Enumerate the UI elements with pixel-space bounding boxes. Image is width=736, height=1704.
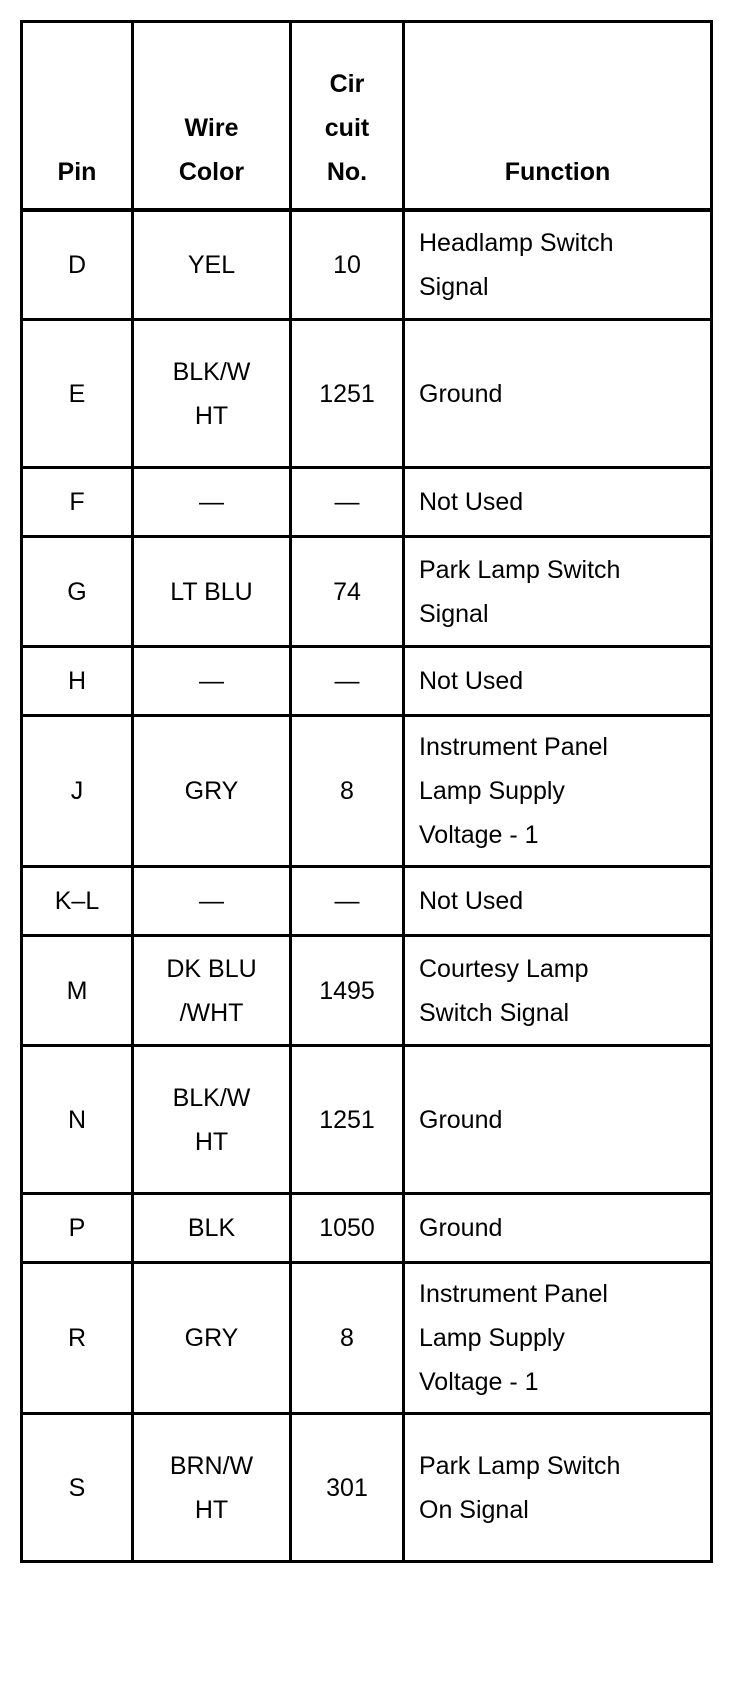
cell-function-line: Instrument Panel <box>419 733 608 761</box>
header-pin <box>22 22 133 210</box>
cell-pin: S <box>22 1414 133 1562</box>
connector-pinout-table-wrapper <box>20 20 713 1563</box>
cell-circuit-no: 10 <box>291 210 404 320</box>
cell-circuit-no: 301 <box>291 1414 404 1562</box>
cell-wire-color-line: — <box>199 667 224 695</box>
header-row <box>22 22 712 210</box>
cell-function <box>404 320 712 468</box>
cell-function-line: Ground <box>419 379 503 408</box>
cell-pin: E <box>22 320 133 468</box>
cell-wire-color-line: YEL <box>187 250 236 279</box>
table-row <box>22 1263 712 1414</box>
cell-function-line: On Signal <box>419 1495 529 1524</box>
cell-wire-color-line: — <box>199 887 224 915</box>
cell-wire-color <box>133 1194 291 1263</box>
cell-wire-color <box>133 320 291 468</box>
cell-pin: H <box>22 647 133 716</box>
header-pin-label: Pin <box>57 157 97 186</box>
cell-function-line: Signal <box>419 599 489 628</box>
header-circuit-no <box>291 22 404 210</box>
cell-function-line: Park Lamp Switch <box>419 1451 621 1480</box>
header-function-label: Function <box>504 157 611 186</box>
connector-pinout-table <box>20 20 713 1563</box>
cell-function-line: Ground <box>419 1105 503 1134</box>
cell-wire-color <box>133 936 291 1046</box>
cell-wire-color-line: BLK <box>187 1214 236 1242</box>
cell-function-line: Switch Signal <box>419 998 570 1027</box>
cell-wire-color-line: BRN/W <box>169 1451 254 1480</box>
cell-wire-color-line: /WHT <box>179 998 244 1027</box>
header-wire-color-line: Color <box>178 157 245 186</box>
cell-function-line: Courtesy Lamp <box>419 954 589 983</box>
cell-pin: N <box>22 1046 133 1194</box>
cell-wire-color-line: BLK/W <box>172 1083 251 1112</box>
cell-wire-color-line: HT <box>194 1127 229 1156</box>
cell-function-line: Voltage - 1 <box>419 1368 539 1396</box>
cell-function-line: Voltage - 1 <box>419 821 539 849</box>
cell-circuit-no: — <box>291 468 404 537</box>
cell-function-line: Lamp Supply <box>419 1324 565 1352</box>
cell-function <box>404 537 712 647</box>
header-circuit-no-line: No. <box>326 157 368 186</box>
cell-wire-color <box>133 867 291 936</box>
cell-wire-color <box>133 1046 291 1194</box>
cell-function <box>404 867 712 936</box>
cell-circuit-no: — <box>291 647 404 716</box>
table-row <box>22 537 712 647</box>
cell-pin: D <box>22 210 133 320</box>
cell-wire-color <box>133 210 291 320</box>
cell-function <box>404 1194 712 1263</box>
cell-wire-color <box>133 1414 291 1562</box>
cell-function-line: Not Used <box>419 667 524 695</box>
cell-function-line: Signal <box>419 272 489 301</box>
cell-function-line: Instrument Panel <box>419 1280 608 1308</box>
cell-wire-color <box>133 468 291 537</box>
cell-pin: F <box>22 468 133 537</box>
table-row <box>22 936 712 1046</box>
cell-wire-color-line: LT BLU <box>170 577 253 606</box>
cell-function-line: Headlamp Switch <box>419 228 614 257</box>
cell-function-line: Park Lamp Switch <box>419 555 621 584</box>
cell-circuit-no: 8 <box>291 716 404 867</box>
cell-pin: G <box>22 537 133 647</box>
cell-wire-color <box>133 647 291 716</box>
cell-circuit-no: 1050 <box>291 1194 404 1263</box>
cell-wire-color-line: GRY <box>184 777 239 805</box>
cell-wire-color-line: BLK/W <box>172 357 251 386</box>
cell-function-line: Not Used <box>419 887 524 915</box>
cell-circuit-no: 1251 <box>291 320 404 468</box>
table-row <box>22 716 712 867</box>
cell-wire-color-line: HT <box>194 1495 229 1524</box>
table-row <box>22 647 712 716</box>
table-row <box>22 1414 712 1562</box>
cell-wire-color-line: DK BLU <box>166 954 257 983</box>
cell-wire-color-line: HT <box>194 401 229 430</box>
cell-function-line: Not Used <box>419 488 524 516</box>
header-function <box>404 22 712 210</box>
table-row <box>22 468 712 537</box>
cell-wire-color-line: GRY <box>184 1324 239 1352</box>
cell-function <box>404 647 712 716</box>
header-wire-color <box>133 22 291 210</box>
cell-wire-color <box>133 1263 291 1414</box>
cell-function <box>404 210 712 320</box>
cell-function-line: Ground <box>419 1214 503 1242</box>
table-row <box>22 1046 712 1194</box>
cell-pin: R <box>22 1263 133 1414</box>
cell-pin: K–L <box>22 867 133 936</box>
cell-wire-color <box>133 537 291 647</box>
table-body <box>22 210 712 1562</box>
cell-pin: J <box>22 716 133 867</box>
cell-function <box>404 936 712 1046</box>
cell-circuit-no: 1251 <box>291 1046 404 1194</box>
header-circuit-no-line: cuit <box>324 113 370 142</box>
table-row <box>22 210 712 320</box>
cell-circuit-no: 1495 <box>291 936 404 1046</box>
table-header <box>22 22 712 210</box>
header-circuit-no-line: Cir <box>329 69 365 98</box>
cell-circuit-no: 74 <box>291 537 404 647</box>
table-row <box>22 320 712 468</box>
cell-function <box>404 1046 712 1194</box>
table-row <box>22 1194 712 1263</box>
cell-pin: P <box>22 1194 133 1263</box>
cell-function <box>404 716 712 867</box>
cell-wire-color <box>133 716 291 867</box>
cell-function <box>404 468 712 537</box>
cell-wire-color-line: — <box>199 488 224 516</box>
cell-pin: M <box>22 936 133 1046</box>
cell-function-line: Lamp Supply <box>419 777 565 805</box>
cell-function <box>404 1263 712 1414</box>
cell-circuit-no: — <box>291 867 404 936</box>
cell-function <box>404 1414 712 1562</box>
header-wire-color-line: Wire <box>184 113 239 142</box>
cell-circuit-no: 8 <box>291 1263 404 1414</box>
table-row <box>22 867 712 936</box>
